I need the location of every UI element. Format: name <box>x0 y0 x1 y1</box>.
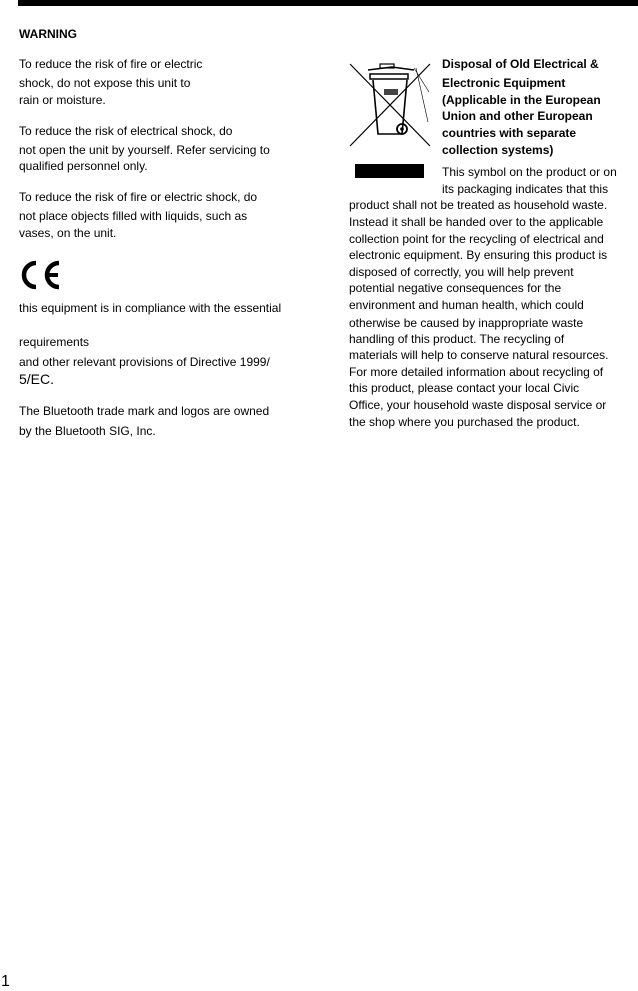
disposal-body-line-12: materials will help to conserve natural resources. <box>349 348 609 362</box>
fire-warning-line-3: rain or moisture. <box>19 93 106 107</box>
disposal-heading-line-2: Electronic Equipment <box>442 76 566 90</box>
ce-mark-icon <box>19 259 63 291</box>
disposal-body-line-1: This symbol on the product or on <box>442 165 617 179</box>
compliance-line-3: and other relevant provisions of Directive 1999/ <box>19 355 270 369</box>
shock-warning-line-1: To reduce the risk of electrical shock, do <box>19 124 233 138</box>
disposal-body-line-9: environment and human health, which could <box>349 298 584 312</box>
shock-warning-line-2: not open the unit by yourself. Refer servicing to <box>19 143 270 157</box>
compliance-line-2: requirements <box>19 335 90 349</box>
fire-warning-line-1: To reduce the risk of fire or electric <box>19 57 203 71</box>
disposal-heading-line-4: Union and other European <box>442 109 593 123</box>
liquid-warning-line-1: To reduce the risk of fire or electric shock, do <box>19 190 258 204</box>
fire-warning-line-2: shock, do not expose this unit to <box>19 76 191 90</box>
disposal-body-line-5: collection point for the recycling of electrical and <box>349 232 604 246</box>
liquid-warning-line-3: vases, on the unit. <box>19 226 117 240</box>
shock-warning-line-3: qualified personnel only. <box>19 159 148 173</box>
disposal-body-line-13: For more detailed information about recycling of <box>349 365 604 379</box>
disposal-body-line-16: the shop where you purchased the product. <box>349 415 580 429</box>
disposal-heading-line-6: collection systems) <box>442 143 554 157</box>
compliance-line-1: this equipment is in compliance with the essential <box>19 301 282 315</box>
disposal-heading-line-3: (Applicable in the European <box>442 93 601 107</box>
disposal-body-line-15: Office, your household waste disposal service or <box>349 398 607 412</box>
disposal-body-line-6: electronic equipment. By ensuring this product is <box>349 248 608 262</box>
disposal-heading-line-5: countries with separate <box>442 126 577 140</box>
liquid-warning-line-2: not place objects filled with liquids, such as <box>19 209 248 223</box>
disposal-heading-line-1: Disposal of Old Electrical & <box>442 57 599 71</box>
bin-underline-bar <box>355 164 424 178</box>
disposal-body-line-7: disposed of correctly, you will help prevent <box>349 265 574 279</box>
top-rule <box>18 0 638 6</box>
disposal-body-line-2: its packaging indicates that this <box>442 182 609 196</box>
crossed-out-wheelie-bin-icon <box>348 62 432 148</box>
bluetooth-line-1: The Bluetooth trade mark and logos are owned <box>19 404 270 418</box>
disposal-body-line-8: potential negative consequences for the <box>349 281 562 295</box>
compliance-line-4: 5/EC. <box>19 371 55 387</box>
warning-heading: WARNING <box>19 27 77 41</box>
disposal-body-line-14: this product, please contact your local Civic <box>349 381 580 395</box>
bluetooth-line-2: by the Bluetooth SIG, Inc. <box>19 424 156 438</box>
disposal-body-line-11: handling of this product. The recycling of <box>349 332 565 346</box>
disposal-body-line-10: otherwise be caused by inappropriate waste <box>349 316 584 330</box>
page-number: 1 <box>1 973 10 990</box>
disposal-body-line-4: Instead it shall be handed over to the applicable <box>349 215 604 229</box>
disposal-body-line-3: product shall not be treated as household waste. <box>349 198 608 212</box>
